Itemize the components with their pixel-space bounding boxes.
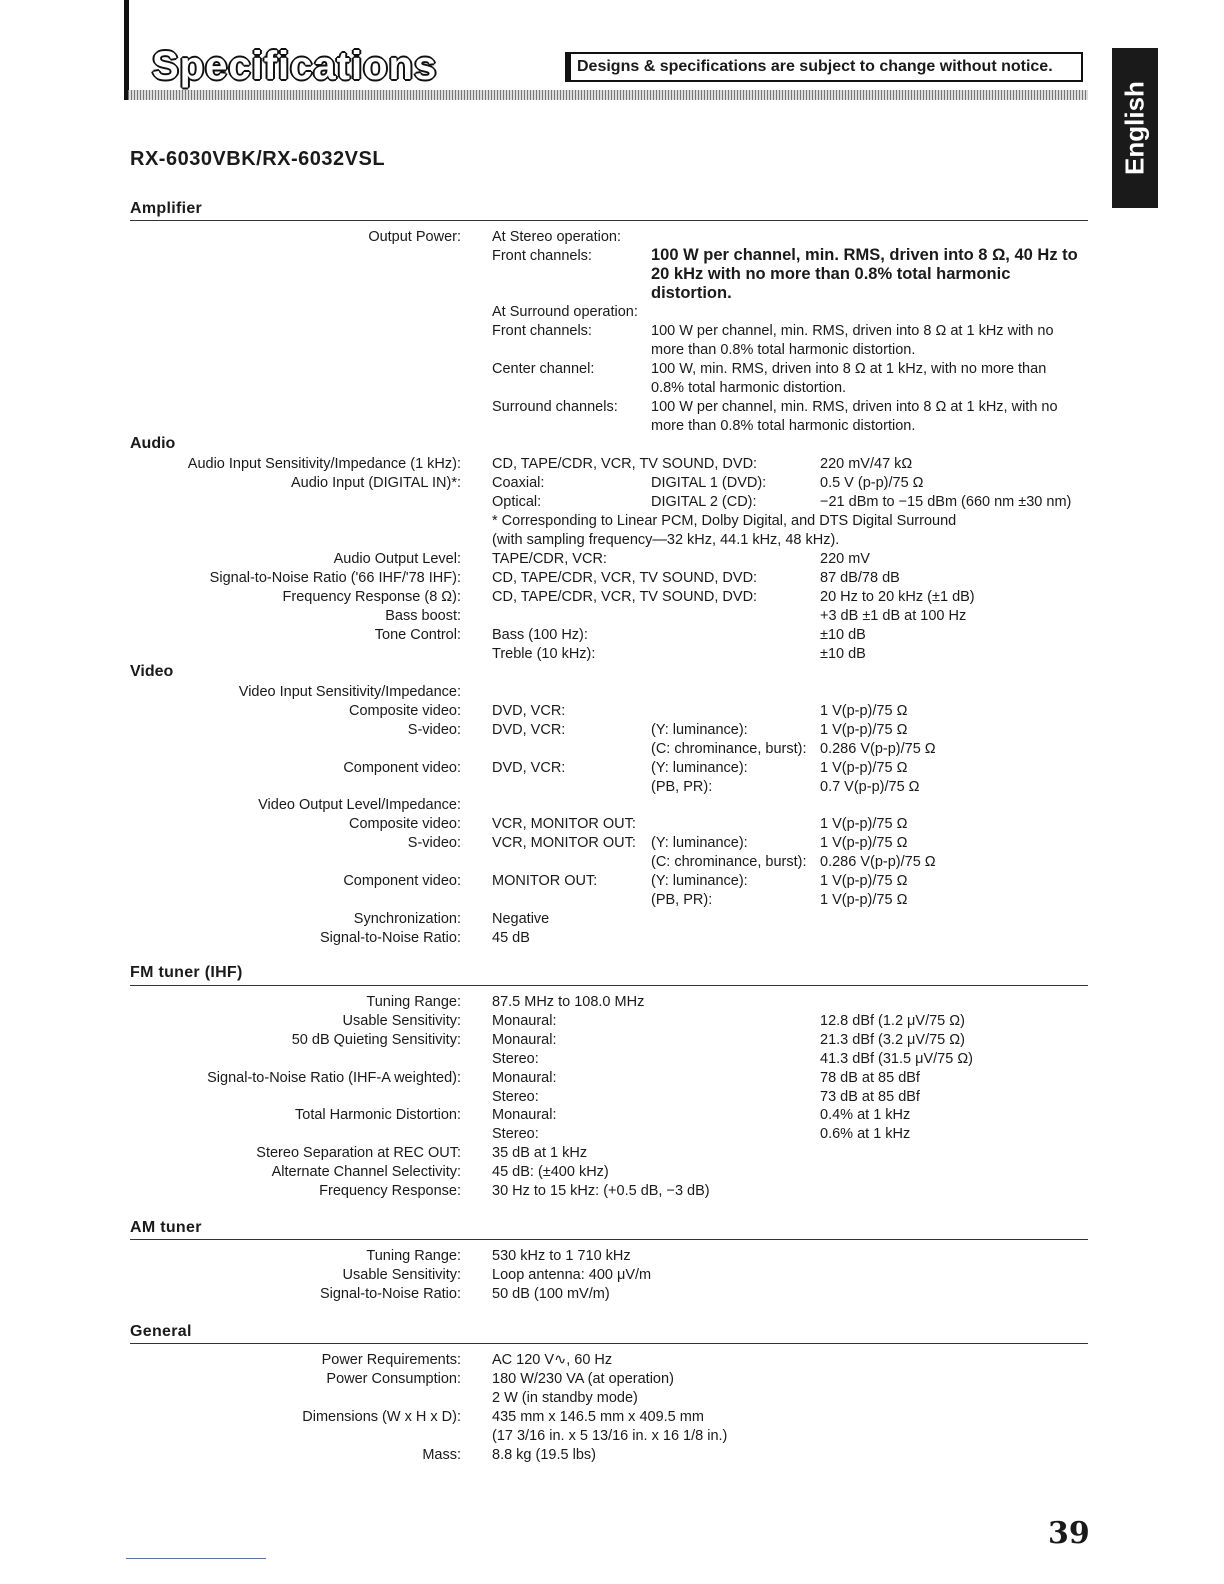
spec-label: S-video: [407,835,461,852]
spec-value: 0.5 V (p-p)/75 Ω [820,475,924,491]
spec-value: 0.7 V(p-p)/75 Ω [820,778,920,795]
spec-value: 1 V(p-p)/75 Ω [820,835,908,852]
section-rule [130,220,1088,221]
spec-value: 0.286 V(p-p)/75 Ω [820,740,936,757]
spec-value: 50 dB (100 mV/m) [492,1286,610,1302]
spec-value: Monaural: [492,1107,557,1124]
spec-label: Output Power: [368,229,461,245]
spec-label: Component video: [343,759,461,776]
spec-value: Monaural: [492,1012,557,1029]
spec-label: Mass: [422,1447,461,1463]
spec-value: Center channel: [492,361,595,377]
spec-label: Signal-to-Noise Ratio: [319,1286,461,1302]
spec-label: Synchronization: [353,910,461,927]
spec-value: 100 W per channel, min. RMS, driven into 8 Ω at 1 kHz with no more than 0.8% total harmonic distortion. [651,323,1054,358]
section-general-heading: General [130,1323,192,1340]
spec-value: 1 V(p-p)/75 Ω [820,759,908,776]
section-am-tuner-heading: AM tuner [130,1219,202,1236]
spec-value: 1 V(p-p)/75 Ω [820,702,908,719]
spec-value: (Y: luminance): [651,873,748,889]
spec-value: * Corresponding to Linear PCM, Dolby Digital, and DTS Digital Surround [492,513,957,529]
spec-label: Composite video: [348,702,461,719]
spec-value: 12.8 dBf (1.2 μV/75 Ω) [820,1012,965,1029]
spec-value: 435 mm x 146.5 mm x 409.5 mm [492,1409,704,1425]
spec-value: VCR, MONITOR OUT: [492,816,636,833]
spec-value: Bass (100 Hz): [492,627,588,643]
spec-value: At Stereo operation: [492,229,621,245]
spec-label: Signal-to-Noise Ratio: [319,929,461,946]
spec-value: 1 V(p-p)/75 Ω [820,873,908,889]
spec-label: Power Consumption: [326,1371,461,1387]
section-audio-heading: Audio [130,435,176,452]
spec-label: Component video: [343,873,461,889]
spec-value: 30 Hz to 15 kHz: (+0.5 dB, −3 dB) [492,1183,710,1199]
spec-value: (C: chrominance, burst): [651,740,807,757]
spec-label: Stereo Separation at REC OUT: [256,1145,461,1162]
spec-label: Video Input Sensitivity/Impedance: [238,684,461,700]
spec-value: 20 Hz to 20 kHz (±1 dB) [820,589,975,605]
section-video-heading: Video [130,663,174,680]
spec-value: 220 mV/47 kΩ [820,456,913,472]
spec-value: 41.3 dBf (31.5 μV/75 Ω) [820,1050,974,1067]
spec-label: Power Requirements: [321,1352,461,1368]
spec-value: 1 V(p-p)/75 Ω [820,816,908,833]
spec-value: 0.286 V(p-p)/75 Ω [820,854,936,871]
spec-value: 1 V(p-p)/75 Ω [820,891,908,908]
spec-value: Monaural: [492,1031,557,1048]
spec-value: CD, TAPE/CDR, VCR, TV SOUND, DVD: [492,456,758,472]
spec-value: (Y: luminance): [651,835,748,852]
spec-value: CD, TAPE/CDR, VCR, TV SOUND, DVD: [492,570,758,586]
spec-label: Tuning Range: [366,994,461,1010]
spec-value-highlight: 100 W per channel, min. RMS, driven into 8 Ω, 40 Hz to 20 kHz with no more than 0.8% total harmonic distortion. [651,246,1078,302]
spec-value: Surround channels: [492,399,618,415]
spec-value: −21 dBm to −15 dBm (660 nm ±30 nm) [820,494,1072,510]
spec-label: Video Output Level/Impedance: [258,797,461,814]
notice-box: Designs & specifications are subject to change without notice. [565,52,1083,82]
page-number: 39 [1048,1516,1090,1551]
spec-value: DIGITAL 2 (CD): [651,494,757,510]
spec-label: Dimensions (W x H x D): [302,1409,461,1425]
header-band [128,90,1088,100]
spec-value: Front channels: [492,323,592,339]
spec-value: DVD, VCR: [492,759,566,776]
spec-label: Composite video: [348,816,461,833]
spec-value: DVD, VCR: [492,702,566,719]
spec-value: CD, TAPE/CDR, VCR, TV SOUND, DVD: [492,589,758,605]
spec-value: 100 W per channel, min. RMS, driven into 8 Ω at 1 kHz, with no more than 0.8% total harmonic distortion. [651,399,1058,434]
page-title: Specifications [152,44,438,88]
spec-label: Signal-to-Noise Ratio (IHF-A weighted): [207,1069,461,1086]
spec-value: 530 kHz to 1 710 kHz [492,1248,631,1264]
spec-value: Treble (10 kHz): [492,646,596,662]
spec-value: 87.5 MHz to 108.0 MHz [492,994,645,1010]
spec-label: Frequency Response (8 Ω): [282,589,461,605]
spec-value: 35 dB at 1 kHz [492,1145,588,1162]
spec-value: 45 dB: (±400 kHz) [492,1164,609,1181]
spec-value: 87 dB/78 dB [820,570,900,586]
spec-value: Negative [492,910,550,927]
spec-value: (PB, PR): [651,891,713,908]
spec-value: VCR, MONITOR OUT: [492,835,636,852]
spec-value: (with sampling frequency—32 kHz, 44.1 kHz, 48 kHz). [492,532,840,548]
spec-value: (Y: luminance): [651,759,748,776]
section-amplifier-heading: Amplifier [130,200,203,217]
spec-value: (C: chrominance, burst): [651,854,807,871]
spec-value: ±10 dB [820,627,866,643]
spec-value: 1 V(p-p)/75 Ω [820,721,908,738]
spec-label: Frequency Response: [319,1183,461,1199]
spec-label: Alternate Channel Selectivity: [271,1164,461,1181]
footer-rule [126,1558,266,1559]
spec-value: 78 dB at 85 dBf [820,1069,920,1086]
spec-value: DVD, VCR: [492,721,566,738]
spec-value: 2 W (in standby mode) [492,1390,638,1406]
header-left-rule [124,0,129,100]
spec-value: +3 dB ±1 dB at 100 Hz [820,608,967,624]
section-fm-tuner-heading: FM tuner (IHF) [130,964,243,981]
spec-label: Total Harmonic Distortion: [295,1107,461,1124]
spec-value: Coaxial: [492,475,545,491]
section-rule [130,1343,1088,1344]
spec-value: Monaural: [492,1069,557,1086]
spec-value: ±10 dB [820,646,866,662]
spec-label: Bass boost: [385,608,461,624]
spec-value: 0.4% at 1 kHz [820,1107,911,1124]
spec-value: (Y: luminance): [651,721,748,738]
spec-label: Audio Output Level: [333,551,461,567]
spec-label: S-video: [407,721,461,738]
spec-value: MONITOR OUT: [492,873,598,889]
spec-label: 50 dB Quieting Sensitivity: [291,1031,461,1048]
spec-value: Stereo: [492,1088,539,1105]
language-label: English [1119,81,1150,175]
spec-value: 0.6% at 1 kHz [820,1126,911,1143]
spec-value: At Surround operation: [492,304,638,320]
spec-value: DIGITAL 1 (DVD): [651,475,767,491]
spec-label: Tuning Range: [366,1248,461,1264]
section-rule [130,1239,1088,1240]
spec-value: AC 120 V∿, 60 Hz [492,1352,613,1368]
spec-value: (PB, PR): [651,778,713,795]
spec-label: Usable Sensitivity: [342,1267,461,1283]
spec-value: 21.3 dBf (3.2 μV/75 Ω) [820,1031,965,1048]
spec-label: Audio Input (DIGITAL IN)*: [290,475,461,491]
spec-value: Optical: [492,494,542,510]
spec-value: Front channels: [492,248,592,264]
language-tab [1112,48,1158,208]
section-rule [130,985,1088,986]
spec-label: Signal-to-Noise Ratio ('66 IHF/'78 IHF): [209,570,461,586]
spec-value: 8.8 kg (19.5 lbs) [492,1447,596,1463]
spec-value: TAPE/CDR, VCR: [492,551,607,567]
spec-value: Stereo: [492,1050,539,1067]
spec-value: (17 3/16 in. x 5 13/16 in. x 16 1/8 in.) [492,1428,728,1444]
spec-label: Audio Input Sensitivity/Impedance (1 kHz): [187,456,461,472]
spec-value: Loop antenna: 400 μV/m [492,1267,652,1283]
model-title: RX-6030VBK/RX-6032VSL [130,148,386,170]
spec-value: 100 W, min. RMS, driven into 8 Ω at 1 kHz, with no more than 0.8% total harmonic distortion. [651,361,1047,396]
spec-value: 220 mV [820,551,870,567]
spec-value: 73 dB at 85 dBf [820,1088,920,1105]
spec-value: 180 W/230 VA (at operation) [492,1371,674,1387]
spec-value: Stereo: [492,1126,539,1143]
spec-label: Usable Sensitivity: [342,1012,461,1029]
spec-label: Tone Control: [374,627,461,643]
spec-value: 45 dB [492,929,530,946]
